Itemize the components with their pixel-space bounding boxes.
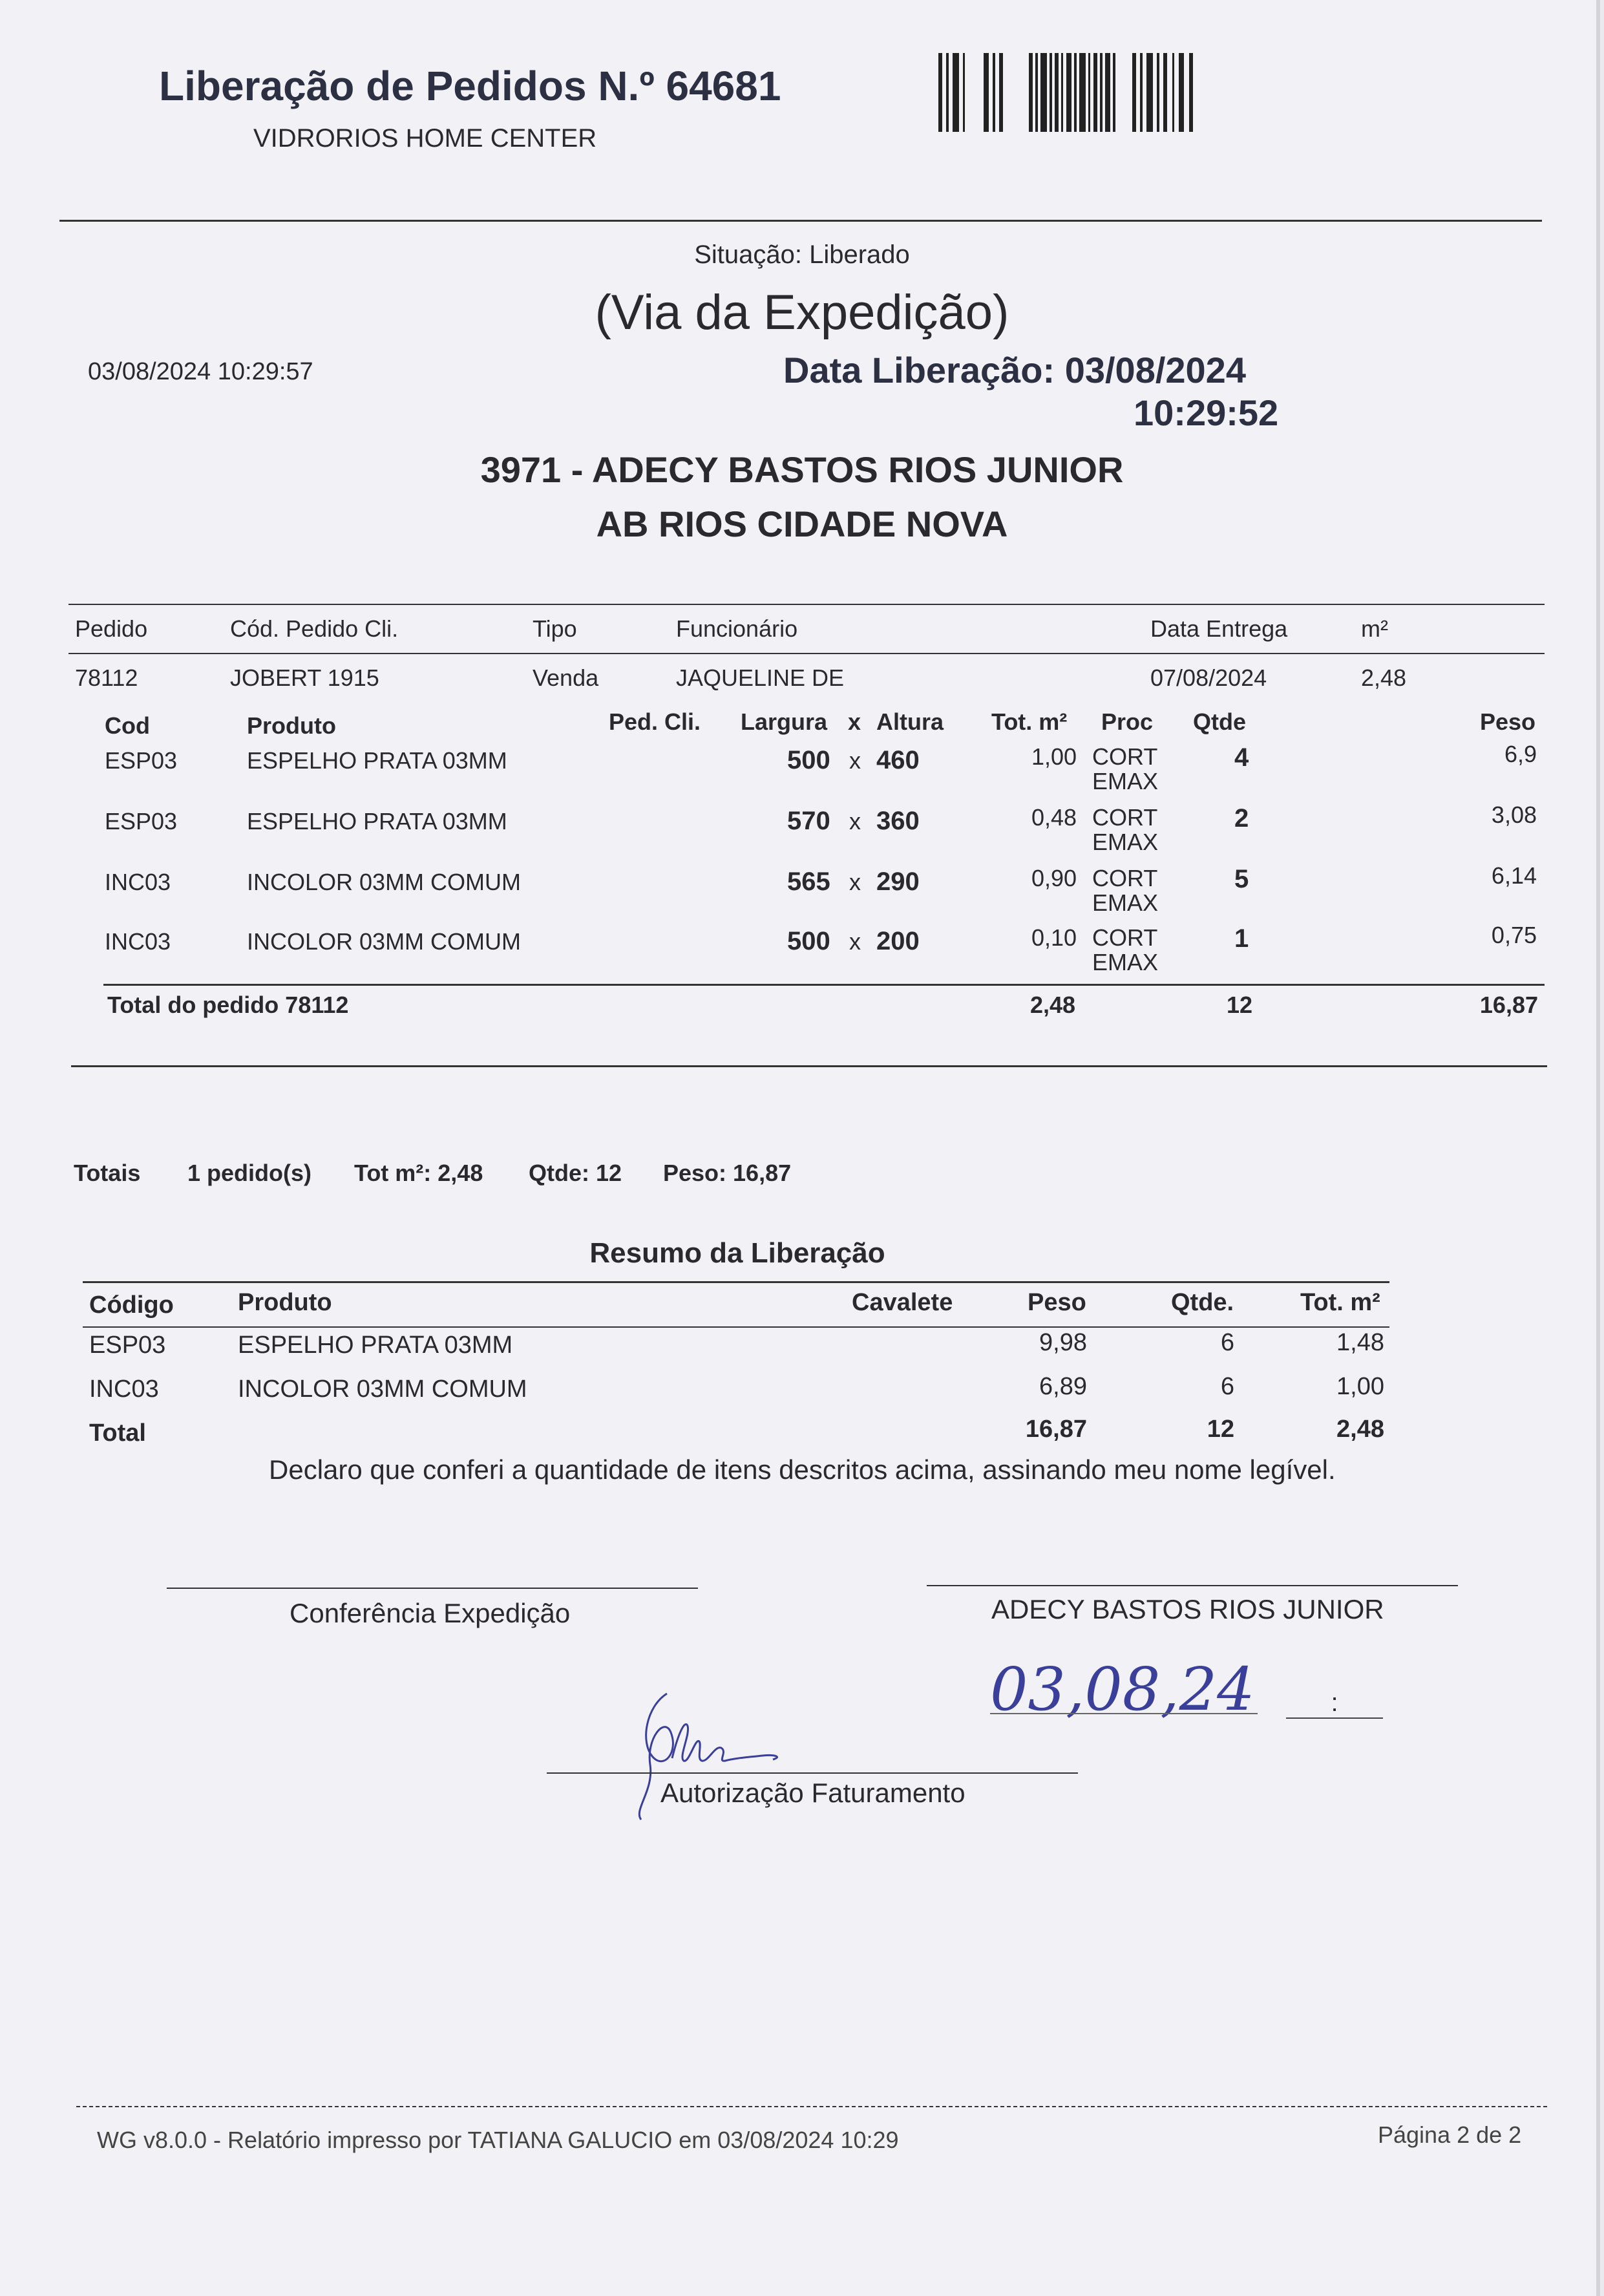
row-produto: INCOLOR 03MM COMUM — [247, 928, 522, 955]
client-signature-line — [927, 1585, 1458, 1586]
total-pedido-m2: 2,48 — [1030, 992, 1076, 1018]
label-data-entrega: Data Entrega — [1150, 615, 1288, 642]
barcode-icon — [938, 53, 1198, 132]
label-pedido: Pedido — [75, 615, 148, 642]
value-m2: 2,48 — [1361, 664, 1407, 691]
table-row — [0, 924, 1604, 983]
total-pedido-peso: 16,87 — [1479, 992, 1538, 1018]
row-cod: INC03 — [105, 928, 171, 955]
row-peso: 6,9 — [1504, 741, 1537, 767]
resumo-row-produto: ESPELHO PRATA 03MM — [238, 1332, 513, 1359]
table-row — [0, 743, 1604, 802]
col-qtde: Qtde — [1193, 708, 1247, 735]
value-cod-pedido-cli: JOBERT 1915 — [230, 664, 379, 691]
row-largura: 565 — [787, 867, 830, 896]
date-underline — [990, 1713, 1258, 1714]
row-peso: 3,08 — [1491, 802, 1537, 828]
conferencia-label: Conferência Expedição — [290, 1598, 571, 1628]
row-altura: 360 — [876, 807, 920, 835]
row-proc-1: CORT — [1092, 865, 1158, 891]
row-proc-2: EMAX — [1092, 768, 1159, 794]
row-produto: INCOLOR 03MM COMUM — [247, 869, 522, 895]
row-altura: 460 — [876, 746, 920, 774]
conferencia-signature-line — [167, 1588, 698, 1589]
resumo-col-produto: Produto — [238, 1289, 332, 1316]
label-cod-pedido-cli: Cód. Pedido Cli. — [230, 615, 399, 642]
row-proc-2: EMAX — [1092, 949, 1159, 975]
resumo-total-row — [0, 1416, 1604, 1452]
footer-divider — [76, 2106, 1547, 2107]
row-proc-2: EMAX — [1092, 889, 1159, 916]
row-proc-1: CORT — [1092, 924, 1158, 951]
col-produto: Produto — [247, 712, 336, 739]
row-produto: ESPELHO PRATA 03MM — [247, 808, 507, 834]
row-tot-m2: 0,10 — [1031, 924, 1077, 951]
client-store: AB RIOS CIDADE NOVA — [596, 504, 1008, 544]
row-proc-2: EMAX — [1092, 829, 1159, 855]
autorizacao-label: Autorização Faturamento — [660, 1778, 966, 1808]
totais-label: Totais — [74, 1160, 141, 1186]
row-cod: ESP03 — [105, 747, 178, 774]
autorizacao-signature-line — [547, 1772, 1078, 1774]
row-x: x — [849, 928, 861, 955]
client-name: 3971 - ADECY BASTOS RIOS JUNIOR — [480, 449, 1124, 490]
col-peso: Peso — [1480, 708, 1536, 735]
value-pedido: 78112 — [75, 664, 138, 691]
order-header-top-rule — [69, 604, 1545, 605]
resumo-top-rule — [83, 1281, 1389, 1283]
row-tot-m2: 0,48 — [1031, 804, 1077, 831]
document-title: Liberação de Pedidos N.º 64681 — [159, 63, 781, 109]
row-peso: 6,14 — [1491, 862, 1537, 889]
page-number: Página 2 de 2 — [1378, 2121, 1522, 2148]
row-altura: 290 — [876, 867, 920, 896]
row-qtde: 5 — [1234, 865, 1249, 893]
row-altura: 200 — [876, 927, 920, 955]
totais-qtde: Qtde: 12 — [529, 1160, 622, 1186]
row-tot-m2: 1,00 — [1031, 743, 1077, 770]
resumo-row-codigo: ESP03 — [89, 1332, 166, 1359]
row-qtde: 4 — [1234, 743, 1249, 772]
handwritten-date: 03,08,24 — [990, 1655, 1255, 1724]
resumo-col-peso: Peso — [1028, 1289, 1086, 1316]
resumo-row-tot-m2: 1,00 — [1336, 1373, 1384, 1400]
resumo-mid-rule — [83, 1326, 1389, 1328]
table-row — [0, 862, 1604, 923]
row-largura: 500 — [787, 746, 830, 774]
value-funcionario: JAQUELINE DE — [676, 664, 845, 691]
row-proc-1: CORT — [1092, 743, 1158, 770]
data-liberacao-time: 10:29:52 — [1134, 392, 1279, 433]
footer-print-info: WG v8.0.0 - Relatório impresso por TATIANA GALUCIO em 03/08/2024 10:29 — [97, 2127, 899, 2153]
totais-peso: Peso: 16,87 — [663, 1160, 792, 1186]
client-signature-name: ADECY BASTOS RIOS JUNIOR — [991, 1594, 1384, 1624]
resumo-total-label: Total — [89, 1419, 146, 1447]
label-funcionario: Funcionário — [676, 615, 798, 642]
resumo-row-qtde: 6 — [1220, 1329, 1234, 1356]
col-cod: Cod — [105, 712, 150, 739]
resumo-col-codigo: Código — [89, 1292, 174, 1319]
declaration-text: Declaro que conferi a quantidade de itens descritos acima, assinando meu nome legível. — [269, 1454, 1336, 1485]
resumo-title: Resumo da Liberação — [589, 1237, 885, 1269]
row-largura: 570 — [787, 807, 830, 835]
company-name: VIDRORIOS HOME CENTER — [253, 124, 597, 153]
total-pedido-label: Total do pedido 78112 — [107, 992, 349, 1018]
row-x: x — [849, 747, 861, 774]
label-m2: m² — [1361, 615, 1388, 642]
resumo-row-produto: INCOLOR 03MM COMUM — [238, 1376, 527, 1403]
col-tot-m2: Tot. m² — [991, 708, 1068, 735]
resumo-row-peso: 9,98 — [1039, 1329, 1087, 1356]
resumo-row-peso: 6,89 — [1039, 1373, 1087, 1400]
resumo-total-qtde: 12 — [1207, 1416, 1234, 1443]
table-row — [0, 1329, 1604, 1370]
resumo-row-tot-m2: 1,48 — [1336, 1329, 1384, 1356]
printed-timestamp: 03/08/2024 10:29:57 — [88, 358, 313, 385]
value-data-entrega: 07/08/2024 — [1150, 664, 1267, 691]
order-header-mid-rule — [69, 653, 1545, 654]
col-altura: Altura — [876, 708, 944, 735]
via-title: (Via da Expedição) — [595, 285, 1009, 340]
totais-tot-m2: Tot m²: 2,48 — [354, 1160, 483, 1186]
situacao-text: Situação: Liberado — [694, 240, 910, 269]
value-tipo: Venda — [533, 664, 599, 691]
time-blank: : — [1286, 1688, 1383, 1719]
col-ped-cli: Ped. Cli. — [609, 708, 701, 735]
row-proc-1: CORT — [1092, 804, 1158, 831]
row-cod: ESP03 — [105, 808, 178, 834]
col-largura: Largura — [741, 708, 828, 735]
data-liberacao: Data Liberação: 03/08/2024 — [783, 350, 1246, 390]
row-x: x — [849, 808, 861, 834]
resumo-row-codigo: INC03 — [89, 1376, 159, 1403]
header-divider — [59, 220, 1542, 222]
items-bottom-rule — [71, 1065, 1547, 1067]
table-row — [0, 1373, 1604, 1414]
col-proc: Proc — [1101, 708, 1154, 735]
row-cod: INC03 — [105, 869, 171, 895]
row-x: x — [849, 869, 861, 895]
row-tot-m2: 0,90 — [1031, 865, 1077, 891]
resumo-row-qtde: 6 — [1220, 1373, 1234, 1400]
row-produto: ESPELHO PRATA 03MM — [247, 747, 507, 774]
resumo-col-qtde: Qtde. — [1171, 1289, 1234, 1316]
items-total-rule — [103, 984, 1545, 986]
row-qtde: 1 — [1234, 924, 1249, 953]
resumo-col-tot-m2: Tot. m² — [1300, 1289, 1380, 1316]
row-peso: 0,75 — [1491, 922, 1537, 948]
total-pedido-qtde: 12 — [1227, 992, 1253, 1018]
totais-pedidos: 1 pedido(s) — [187, 1160, 312, 1186]
resumo-total-tot-m2: 2,48 — [1336, 1416, 1384, 1443]
resumo-total-peso: 16,87 — [1025, 1416, 1087, 1443]
row-largura: 500 — [787, 927, 830, 955]
table-row — [0, 804, 1604, 862]
resumo-col-cavalete: Cavalete — [852, 1289, 953, 1316]
row-qtde: 2 — [1234, 804, 1249, 833]
col-x: x — [848, 708, 861, 735]
label-tipo: Tipo — [533, 615, 577, 642]
